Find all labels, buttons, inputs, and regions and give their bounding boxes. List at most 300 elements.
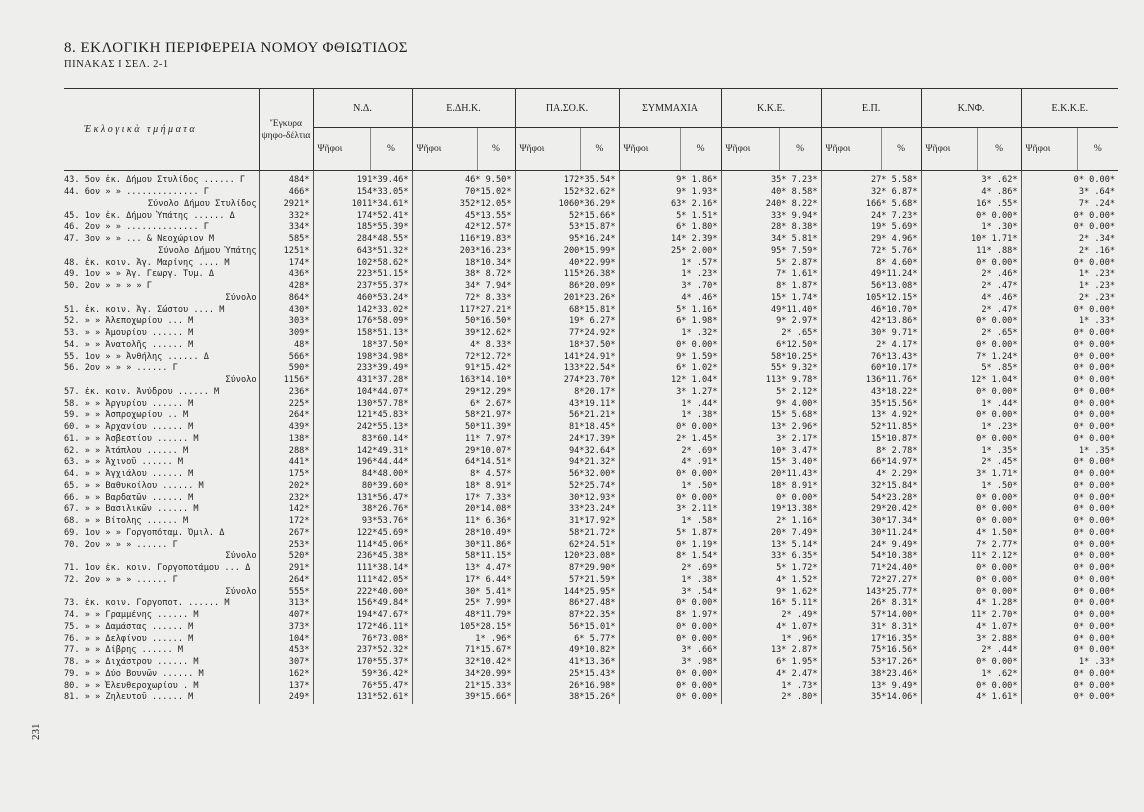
party-result-cell-ep: 2* 4.17* — [821, 340, 921, 352]
party-result-cell-kke: 19*13.38* — [721, 504, 821, 516]
party-result-cell-pasok: 6* 5.77* — [515, 633, 619, 645]
votes-subheader: Ψῆφοι — [821, 128, 881, 171]
party-result-cell-ekke: 0* 0.00* — [1021, 434, 1118, 446]
table-row — [64, 575, 1118, 587]
party-result-cell-kke: 113* 9.78* — [721, 375, 821, 387]
table-row — [64, 622, 1118, 634]
section-name-cell: 62. » » Ἀτάπλου ...... Μ — [64, 445, 189, 456]
party-result-cell-pasok: 86*20.09* — [515, 281, 619, 293]
table-row — [64, 539, 1118, 551]
party-result-cell-knf: 0* 0.00* — [921, 257, 1021, 269]
party-result-cell-edik: 30* 5.41* — [412, 586, 515, 598]
section-name-cell: 52. » » Ἀλεποχωρίου ... Μ — [64, 316, 194, 327]
party-result-cell-symm: 4* .46* — [619, 293, 721, 305]
party-result-cell-ekke: 1* .33* — [1021, 316, 1118, 328]
party-result-cell-symm: 9* 1.86* — [619, 171, 721, 187]
party-result-cell-nd: 154*33.05* — [313, 187, 412, 199]
party-result-cell-ep: 166* 5.68* — [821, 199, 921, 211]
section-name-cell: 59. » » Ἀσπροχωρίου .. Μ — [64, 410, 189, 421]
valid-ballots-cell: 590* — [259, 363, 313, 375]
party-result-cell-kke: 2* .49* — [721, 610, 821, 622]
party-result-cell-pasok: 1060*36.29* — [515, 199, 619, 211]
section-name-cell: 45. 1ον ἐκ. Δήμου Ὑπάτης ...... Δ — [64, 210, 235, 221]
valid-ballots-cell: 1251* — [259, 246, 313, 258]
party-result-cell-pasok: 201*23.26* — [515, 293, 619, 305]
section-name-cell: 73. ἐκ. κοιν. Γοργοποτ. ...... Μ — [64, 598, 230, 609]
subtotal-row — [64, 199, 1118, 211]
party-result-cell-kke: 6*12.50* — [721, 340, 821, 352]
party-result-cell-kke: 6* 1.95* — [721, 657, 821, 669]
table-row — [64, 504, 1118, 516]
party-result-cell-kke: 2* .65* — [721, 328, 821, 340]
party-result-cell-ekke: 0* 0.00* — [1021, 351, 1118, 363]
party-result-cell-knf: 0* 0.00* — [921, 516, 1021, 528]
section-name-cell: 74. » » Γραμμένης ...... Μ — [64, 610, 199, 621]
percent-subheader: % — [977, 128, 1021, 171]
party-result-cell-knf: 3* 2.88* — [921, 633, 1021, 645]
party-header-ep: Ε.Π. — [821, 89, 921, 128]
section-name-cell: 51. ἐκ. κοιν. Ἁγ. Σώστου .... Μ — [64, 304, 225, 315]
party-result-cell-ekke: 0* 0.00* — [1021, 398, 1118, 410]
valid-ballots-cell: 303* — [259, 316, 313, 328]
party-result-cell-nd: 76*73.08* — [313, 633, 412, 645]
party-result-cell-symm: 2* .69* — [619, 445, 721, 457]
section-name-cell: Σύνολο — [225, 551, 257, 562]
table-row — [64, 222, 1118, 234]
percent-subheader: % — [370, 128, 412, 171]
party-result-cell-nd: 233*39.49* — [313, 363, 412, 375]
party-result-cell-symm: 0* 0.00* — [619, 598, 721, 610]
party-result-cell-edik: 34* 7.94* — [412, 281, 515, 293]
party-result-cell-ep: 57*14.00* — [821, 610, 921, 622]
party-result-cell-kke: 4* 2.47* — [721, 669, 821, 681]
section-name-cell: 65. » » Βαθυκοίλου ...... Μ — [64, 480, 204, 491]
party-result-cell-ep: 46*10.70* — [821, 304, 921, 316]
party-result-cell-knf: 2* .45* — [921, 457, 1021, 469]
party-result-cell-knf: 7* 1.24* — [921, 351, 1021, 363]
valid-ballots-cell: 232* — [259, 492, 313, 504]
valid-ballots-cell: 585* — [259, 234, 313, 246]
party-result-cell-kke: 5* 1.72* — [721, 563, 821, 575]
party-result-cell-symm: 14* 2.39* — [619, 234, 721, 246]
valid-ballots-cell: 566* — [259, 351, 313, 363]
table-row — [64, 657, 1118, 669]
section-name-cell: 43. 5ον ἐκ. Δήμου Στυλίδος ...... Γ — [64, 175, 246, 186]
party-result-cell-kke: 55* 9.32* — [721, 363, 821, 375]
party-result-cell-ekke: 1* .33* — [1021, 657, 1118, 669]
table-row — [64, 351, 1118, 363]
table-row — [64, 281, 1118, 293]
party-result-cell-ekke: 1* .23* — [1021, 281, 1118, 293]
party-result-cell-ep: 76*13.43* — [821, 351, 921, 363]
party-result-cell-knf: 0* 0.00* — [921, 563, 1021, 575]
party-result-cell-edik: 116*19.83* — [412, 234, 515, 246]
party-result-cell-nd: 194*47.67* — [313, 610, 412, 622]
party-result-cell-knf: 3* .62* — [921, 171, 1021, 187]
party-result-cell-pasok: 95*16.24* — [515, 234, 619, 246]
party-result-cell-knf: 0* 0.00* — [921, 575, 1021, 587]
party-result-cell-pasok: 25*15.43* — [515, 669, 619, 681]
party-result-cell-knf: 16* .55* — [921, 199, 1021, 211]
party-result-cell-ep: 66*14.97* — [821, 457, 921, 469]
party-result-cell-ekke: 0* 0.00* — [1021, 257, 1118, 269]
table-row — [64, 692, 1118, 704]
party-result-cell-kke: 20*11.43* — [721, 469, 821, 481]
valid-ballots-cell: 332* — [259, 210, 313, 222]
party-result-cell-edik: 48*11.79* — [412, 610, 515, 622]
party-result-cell-symm: 3* .66* — [619, 645, 721, 657]
section-name-cell: 58. » » Ἀργυρίου ...... Μ — [64, 398, 194, 409]
party-header-edik: Ε.ΔΗ.Κ. — [412, 89, 515, 128]
party-result-cell-knf: 0* 0.00* — [921, 434, 1021, 446]
party-result-cell-pasok: 53*15.87* — [515, 222, 619, 234]
party-result-cell-ekke: 0* 0.00* — [1021, 481, 1118, 493]
party-result-cell-symm: 9* 1.93* — [619, 187, 721, 199]
party-result-cell-edik: 17* 6.44* — [412, 575, 515, 587]
party-result-cell-edik: 203*16.23* — [412, 246, 515, 258]
party-result-cell-nd: 196*44.44* — [313, 457, 412, 469]
table-row — [64, 434, 1118, 446]
party-header-ekke: Ε.Κ.Κ.Ε. — [1021, 89, 1118, 128]
table-row — [64, 234, 1118, 246]
party-result-cell-kke: 5* 2.12* — [721, 387, 821, 399]
subtotal-row — [64, 375, 1118, 387]
party-result-cell-pasok: 86*27.48* — [515, 598, 619, 610]
section-name-cell: 47. 3ον » » ... & Νεοχώριον Μ — [64, 234, 215, 245]
table-row — [64, 469, 1118, 481]
party-result-cell-nd: 142*33.02* — [313, 304, 412, 316]
party-result-cell-pasok: 26*16.98* — [515, 680, 619, 692]
party-result-cell-ekke: 0* 0.00* — [1021, 692, 1118, 704]
party-result-cell-edik: 30*11.86* — [412, 539, 515, 551]
party-result-cell-ekke: 0* 0.00* — [1021, 633, 1118, 645]
votes-subheader: Ψῆφοι — [721, 128, 779, 171]
party-result-cell-ep: 71*24.40* — [821, 563, 921, 575]
party-result-cell-nd: 38*26.76* — [313, 504, 412, 516]
party-result-cell-kke: 240* 8.22* — [721, 199, 821, 211]
party-result-cell-symm: 1* .57* — [619, 257, 721, 269]
party-result-cell-nd: 1011*34.61* — [313, 199, 412, 211]
valid-ballots-cell: 236* — [259, 387, 313, 399]
valid-ballots-cell: 137* — [259, 680, 313, 692]
party-result-cell-symm: 2* 1.45* — [619, 434, 721, 446]
party-result-cell-edik: 11* 6.36* — [412, 516, 515, 528]
party-result-cell-ekke: 0* 0.00* — [1021, 340, 1118, 352]
party-result-cell-nd: 111*42.05* — [313, 575, 412, 587]
party-result-cell-pasok: 18*37.50* — [515, 340, 619, 352]
valid-ballots-cell: 1156* — [259, 375, 313, 387]
table-row — [64, 363, 1118, 375]
party-result-cell-kke: 15* 5.68* — [721, 410, 821, 422]
percent-subheader: % — [477, 128, 515, 171]
party-result-cell-edik: 32*10.42* — [412, 657, 515, 669]
party-result-cell-kke: 1* .96* — [721, 633, 821, 645]
valid-ballots-cell: 864* — [259, 293, 313, 305]
party-result-cell-ep: 24* 7.23* — [821, 210, 921, 222]
party-result-cell-symm: 0* 0.00* — [619, 340, 721, 352]
party-result-cell-edik: 39*15.66* — [412, 692, 515, 704]
valid-ballots-cell: 520* — [259, 551, 313, 563]
party-result-cell-ekke: 0* 0.00* — [1021, 528, 1118, 540]
party-result-cell-pasok: 40*22.99* — [515, 257, 619, 269]
party-result-cell-nd: 431*37.28* — [313, 375, 412, 387]
party-result-cell-edik: 70*15.02* — [412, 187, 515, 199]
party-header-pasok: ΠΑ.ΣΟ.Κ. — [515, 89, 619, 128]
votes-subheader: Ψῆφοι — [515, 128, 580, 171]
table-row — [64, 387, 1118, 399]
valid-ballots-cell: 225* — [259, 398, 313, 410]
party-result-cell-symm: 63* 2.16* — [619, 199, 721, 211]
party-result-cell-kke: 58*10.25* — [721, 351, 821, 363]
party-result-cell-knf: 11* 2.70* — [921, 610, 1021, 622]
party-result-cell-symm: 5* 1.16* — [619, 304, 721, 316]
party-result-cell-pasok: 58*21.72* — [515, 528, 619, 540]
table-row — [64, 398, 1118, 410]
party-result-cell-ep: 13* 9.49* — [821, 680, 921, 692]
party-result-cell-nd: 158*51.13* — [313, 328, 412, 340]
party-result-cell-kke: 18* 8.91* — [721, 481, 821, 493]
party-result-cell-kke: 34* 5.81* — [721, 234, 821, 246]
votes-subheader: Ψῆφοι — [1021, 128, 1077, 171]
party-result-cell-pasok: 41*13.36* — [515, 657, 619, 669]
party-result-cell-edik: 38* 8.72* — [412, 269, 515, 281]
percent-subheader: % — [779, 128, 821, 171]
valid-ballots-cell: 175* — [259, 469, 313, 481]
section-name-cell: 46. 2ον » » .............. Γ — [64, 222, 209, 233]
party-result-cell-kke: 9* 4.00* — [721, 398, 821, 410]
party-result-cell-symm: 9* 1.59* — [619, 351, 721, 363]
party-result-cell-ekke: 0* 0.00* — [1021, 304, 1118, 316]
table-row — [64, 598, 1118, 610]
party-result-cell-edik: 28*10.49* — [412, 528, 515, 540]
subtotal-row — [64, 246, 1118, 258]
party-result-cell-edik: 71*15.67* — [412, 645, 515, 657]
section-name-cell: 69. 1ον » » Γοργοπόταμ. Ὀμιλ. Δ — [64, 527, 225, 538]
party-result-cell-ekke: 0* 0.00* — [1021, 222, 1118, 234]
section-name-cell: 53. » » Ἀμουρίου ...... Μ — [64, 328, 194, 339]
party-result-cell-kke: 49*11.40* — [721, 304, 821, 316]
party-result-cell-pasok: 43*19.11* — [515, 398, 619, 410]
party-result-cell-pasok: 200*15.99* — [515, 246, 619, 258]
party-result-cell-ekke: 0* 0.00* — [1021, 363, 1118, 375]
party-result-cell-kke: 5* 2.87* — [721, 257, 821, 269]
valid-ballots-cell: 436* — [259, 269, 313, 281]
party-result-cell-pasok: 62*24.51* — [515, 539, 619, 551]
party-result-cell-nd: 185*55.39* — [313, 222, 412, 234]
table-row — [64, 304, 1118, 316]
party-result-cell-symm: 0* 0.00* — [619, 669, 721, 681]
party-result-cell-nd: 176*58.09* — [313, 316, 412, 328]
table-row — [64, 340, 1118, 352]
party-result-cell-pasok: 19* 6.27* — [515, 316, 619, 328]
votes-subheader: Ψῆφοι — [619, 128, 680, 171]
party-result-cell-ekke: 2* .16* — [1021, 246, 1118, 258]
party-result-cell-kke: 1* .73* — [721, 680, 821, 692]
party-result-cell-edik: 1* .96* — [412, 633, 515, 645]
party-result-cell-ekke: 0* 0.00* — [1021, 457, 1118, 469]
party-result-cell-symm: 0* 0.00* — [619, 633, 721, 645]
section-name-cell: 57. ἐκ. κοιν. Ἀνύδρου ...... Μ — [64, 386, 220, 397]
party-result-cell-knf: 7* 2.77* — [921, 539, 1021, 551]
table-row — [64, 422, 1118, 434]
party-result-cell-ekke: 7* .24* — [1021, 199, 1118, 211]
party-result-cell-pasok: 56*32.00* — [515, 469, 619, 481]
party-result-cell-nd: 84*48.00* — [313, 469, 412, 481]
party-result-cell-ep: 30* 9.71* — [821, 328, 921, 340]
party-result-cell-ekke: 0* 0.00* — [1021, 422, 1118, 434]
page-number: 231 — [30, 723, 42, 740]
party-result-cell-ekke: 2* .34* — [1021, 234, 1118, 246]
section-name-cell: 78. » » Διχάστρου ...... Μ — [64, 657, 199, 668]
party-result-cell-edik: 72* 8.33* — [412, 293, 515, 305]
party-result-cell-kke: 28* 8.38* — [721, 222, 821, 234]
party-result-cell-symm: 3* 2.11* — [619, 504, 721, 516]
section-name-cell: Σύνολο — [225, 586, 257, 597]
party-result-cell-knf: 1* .35* — [921, 445, 1021, 457]
party-result-cell-ep: 105*12.15* — [821, 293, 921, 305]
party-result-cell-ep: 30*11.24* — [821, 528, 921, 540]
section-name-cell: 54. » » Ἀνατολῆς ...... Μ — [64, 339, 194, 350]
results-body — [64, 171, 1118, 704]
party-result-cell-nd: 284*48.55* — [313, 234, 412, 246]
valid-ballots-cell: 373* — [259, 622, 313, 634]
valid-ballots-cell: 307* — [259, 657, 313, 669]
party-result-cell-pasok: 120*23.08* — [515, 551, 619, 563]
party-result-cell-knf: 1* .30* — [921, 222, 1021, 234]
subtotal-row — [64, 293, 1118, 305]
party-result-cell-pasok: 141*24.91* — [515, 351, 619, 363]
party-header-knf: Κ.ΝΦ. — [921, 89, 1021, 128]
party-result-cell-kke: 7* 1.61* — [721, 269, 821, 281]
section-name-cell: 68. » » Βίτολης ...... Μ — [64, 516, 189, 527]
section-name-cell: 75. » » Δαμάστας ...... Μ — [64, 621, 194, 632]
party-result-cell-edik: 39*12.62* — [412, 328, 515, 340]
party-result-cell-knf: 4* 1.07* — [921, 622, 1021, 634]
party-result-cell-symm: 3* 1.27* — [619, 387, 721, 399]
party-result-cell-ekke: 2* .23* — [1021, 293, 1118, 305]
party-result-cell-edik: 25* 7.99* — [412, 598, 515, 610]
section-name-cell: 49. 1ον » » Ἁγ. Γεωργ. Τυμ. Δ — [64, 269, 215, 280]
party-result-cell-nd: 172*46.11* — [313, 622, 412, 634]
party-result-cell-knf: 1* .23* — [921, 422, 1021, 434]
party-result-cell-edik: 17* 7.33* — [412, 492, 515, 504]
table-row — [64, 610, 1118, 622]
valid-ballots-cell: 48* — [259, 340, 313, 352]
party-result-cell-nd: 236*45.38* — [313, 551, 412, 563]
party-result-cell-kke: 20* 7.49* — [721, 528, 821, 540]
section-name-cell: 56. 2ον » » » ...... Γ — [64, 363, 178, 374]
party-result-cell-symm: 1* .50* — [619, 481, 721, 493]
party-result-cell-pasok: 49*10.82* — [515, 645, 619, 657]
party-result-cell-kke: 0* 0.00* — [721, 492, 821, 504]
party-result-cell-pasok: 52*25.74* — [515, 481, 619, 493]
party-result-cell-nd: 102*58.62* — [313, 257, 412, 269]
party-result-cell-ep: 52*11.85* — [821, 422, 921, 434]
valid-ballots-cell: 288* — [259, 445, 313, 457]
table-row — [64, 171, 1118, 187]
valid-ballots-cell: 138* — [259, 434, 313, 446]
party-result-cell-pasok: 94*21.32* — [515, 457, 619, 469]
party-result-cell-nd: 80*39.60* — [313, 481, 412, 493]
party-result-cell-pasok: 87*29.90* — [515, 563, 619, 575]
party-header-kke: Κ.Κ.Ε. — [721, 89, 821, 128]
party-result-cell-nd: 198*34.98* — [313, 351, 412, 363]
table-subtitle: ΠΙΝΑΚΑΣ Ι ΣΕΛ. 2-1 — [64, 59, 169, 70]
party-result-cell-knf: 0* 0.00* — [921, 492, 1021, 504]
party-result-cell-nd: 237*52.32* — [313, 645, 412, 657]
party-result-cell-ekke: 0* 0.00* — [1021, 598, 1118, 610]
party-result-cell-knf: 12* 1.04* — [921, 375, 1021, 387]
percent-subheader: % — [881, 128, 921, 171]
party-result-cell-pasok: 52*15.66* — [515, 210, 619, 222]
party-result-cell-edik: 58*21.97* — [412, 410, 515, 422]
party-result-cell-kke: 9* 2.97* — [721, 316, 821, 328]
party-result-cell-ep: 27* 5.58* — [821, 171, 921, 187]
party-result-cell-ep: 53*17.26* — [821, 657, 921, 669]
party-result-cell-symm: 12* 1.04* — [619, 375, 721, 387]
party-result-cell-ep: 29* 4.96* — [821, 234, 921, 246]
party-result-cell-kke: 40* 8.58* — [721, 187, 821, 199]
valid-ballots-cell: 466* — [259, 187, 313, 199]
valid-ballots-cell: 430* — [259, 304, 313, 316]
percent-subheader: % — [680, 128, 721, 171]
party-result-cell-kke: 2* 1.16* — [721, 516, 821, 528]
section-name-cell: 60. » » Ἀρχανίου ...... Μ — [64, 422, 194, 433]
party-result-cell-nd: 111*38.14* — [313, 563, 412, 575]
section-name-cell: 76. » » Δελφίνου ...... Μ — [64, 633, 194, 644]
party-result-cell-ekke: 0* 0.00* — [1021, 469, 1118, 481]
party-result-cell-nd: 76*55.47* — [313, 680, 412, 692]
section-name-cell: 67. » » Βασιλικῶν ...... Μ — [64, 504, 199, 515]
party-result-cell-ekke: 0* 0.00* — [1021, 210, 1118, 222]
party-result-cell-ep: 49*11.24* — [821, 269, 921, 281]
party-result-cell-kke: 33* 6.35* — [721, 551, 821, 563]
party-result-cell-ekke: 0* 0.00* — [1021, 539, 1118, 551]
party-result-cell-edik: 163*14.10* — [412, 375, 515, 387]
table-row — [64, 445, 1118, 457]
valid-ballots-cell: 264* — [259, 575, 313, 587]
party-result-cell-knf: 0* 0.00* — [921, 504, 1021, 516]
section-name-cell: Σύνολο — [225, 292, 257, 303]
party-result-cell-kke: 4* 1.52* — [721, 575, 821, 587]
section-name-cell: Σύνολο Δήμου Στυλίδος — [147, 198, 257, 209]
party-result-cell-ekke: 0* 0.00* — [1021, 492, 1118, 504]
party-result-cell-kke: 15* 1.74* — [721, 293, 821, 305]
section-name-cell: 61. » » Ἀσβεστίου ...... Μ — [64, 433, 199, 444]
valid-ballots-cell: 441* — [259, 457, 313, 469]
party-result-cell-knf: 2* .47* — [921, 304, 1021, 316]
party-result-cell-knf: 1* .62* — [921, 669, 1021, 681]
party-result-cell-knf: 0* 0.00* — [921, 657, 1021, 669]
party-result-cell-ep: 136*11.76* — [821, 375, 921, 387]
party-header-symmachia: ΣΥΜΜΑΧΙΑ — [619, 89, 721, 128]
party-result-cell-knf: 5* .85* — [921, 363, 1021, 375]
party-result-cell-symm: 4* .91* — [619, 457, 721, 469]
party-result-cell-pasok: 38*15.26* — [515, 692, 619, 704]
party-result-cell-knf: 0* 0.00* — [921, 387, 1021, 399]
party-result-cell-edik: 91*15.42* — [412, 363, 515, 375]
party-result-cell-knf: 2* .44* — [921, 645, 1021, 657]
party-result-cell-nd: 130*57.78* — [313, 398, 412, 410]
party-result-cell-nd: 222*40.00* — [313, 586, 412, 598]
party-result-cell-knf: 4* 1.61* — [921, 692, 1021, 704]
party-result-cell-edik: 21*15.33* — [412, 680, 515, 692]
party-result-cell-pasok: 24*17.39* — [515, 434, 619, 446]
party-result-cell-edik: 29*10.07* — [412, 445, 515, 457]
party-result-cell-ep: 56*13.08* — [821, 281, 921, 293]
section-name-cell: 70. 2ον » » » ...... Γ — [64, 539, 178, 550]
party-result-cell-edik: 72*12.72* — [412, 351, 515, 363]
